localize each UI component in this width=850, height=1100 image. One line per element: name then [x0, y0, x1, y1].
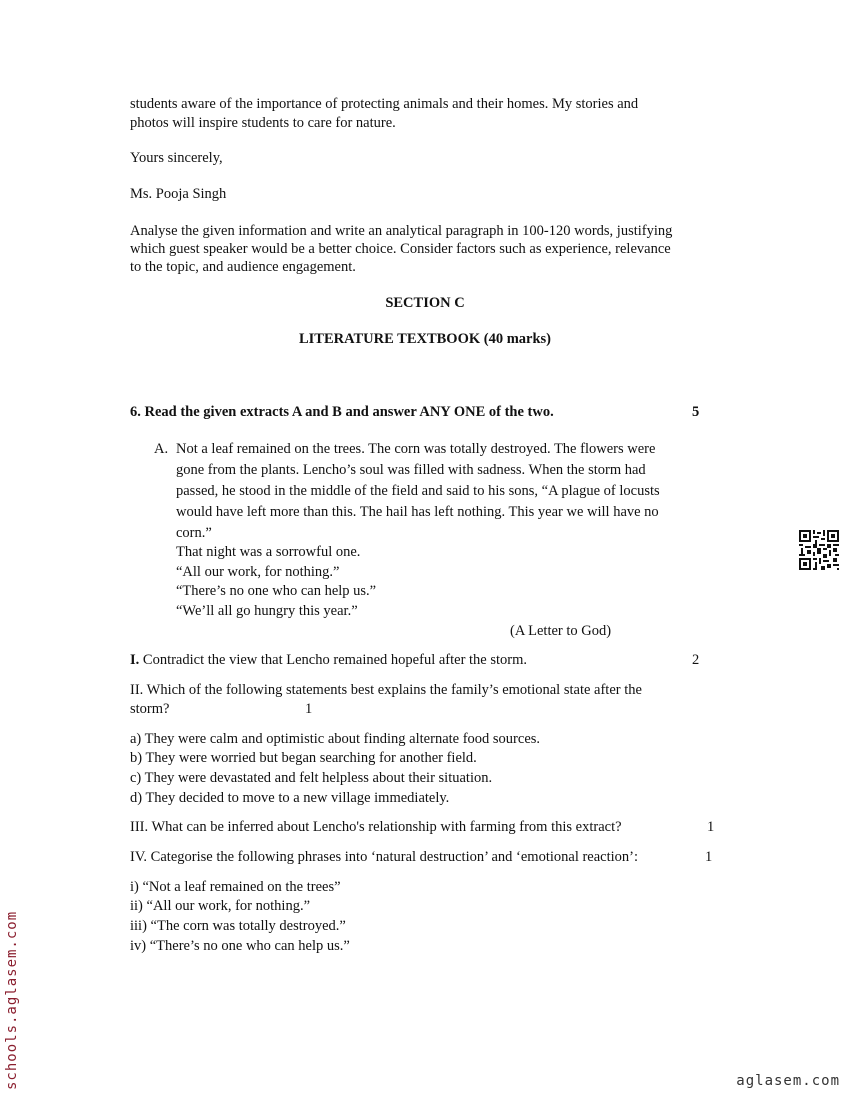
phrase-item: ii) “All our work, for nothing.” [130, 898, 311, 914]
section-subtitle: LITERATURE TEXTBOOK (40 marks) [298, 331, 552, 347]
extract-line: corn.” [176, 525, 212, 541]
intro-line-1: students aware of the importance of protecting animals and their homes. My stories and [130, 96, 639, 112]
extract-line: “There’s no one who can help us.” [176, 583, 377, 599]
question-6-marks: 5 [692, 404, 700, 420]
intro-line-2: photos will inspire students to care for nature. [130, 115, 396, 131]
extract-line: “All our work, for nothing.” [176, 564, 340, 580]
qr-code-icon [799, 530, 839, 570]
phrase-item: i) “Not a leaf remained on the trees” [130, 879, 341, 895]
subquestion-3-marks: 1 [707, 819, 715, 835]
subquestion-4: IV. Categorise the following phrases into ‘natural destruction’ and ‘emotional reaction’: [130, 849, 639, 865]
subquestion-3: III. What can be inferred about Lencho's relationship with farming from this extract? [130, 819, 622, 835]
side-watermark: schools.aglasem.com [4, 910, 20, 1090]
option-item: c) They were devastated and felt helpless about their situation. [130, 770, 493, 786]
phrase-item: iv) “There’s no one who can help us.” [130, 938, 350, 954]
extract-line: passed, he stood in the middle of the field and said to his sons, “A plague of locusts [176, 483, 660, 499]
subquestion-1 [130, 651, 527, 670]
extract-label: A. [154, 441, 169, 457]
option-item: d) They decided to move to a new village immediately. [130, 790, 450, 806]
option-item: b) They were worried but began searching for another field. [130, 750, 477, 766]
subquestion-2-line-2: storm? [130, 701, 170, 717]
bottom-watermark: aglasem.com [736, 1073, 840, 1089]
subquestion-1-text: Contradict the view that Lencho remained hopeful after the storm. [139, 652, 528, 668]
signature: Ms. Pooja Singh [130, 186, 227, 202]
task-line-2: which guest speaker would be a better choice. Consider factors such as experience, relevance [130, 241, 671, 257]
task-line-1: Analyse the given information and write an analytical paragraph in 100-120 words, justifying [130, 223, 673, 239]
subquestion-1-marks: 2 [692, 652, 700, 668]
question-6-heading: 6. Read the given extracts A and B and answer ANY ONE of the two. [130, 404, 554, 420]
extract-line: gone from the plants. Lencho’s soul was filled with sadness. When the storm had [176, 462, 646, 478]
closing-text: Yours sincerely, [130, 150, 223, 166]
subquestion-2-line-1: II. Which of the following statements best explains the family’s emotional state after the [130, 682, 642, 698]
task-line-3: to the topic, and audience engagement. [130, 259, 356, 275]
section-title: SECTION C [385, 295, 465, 311]
option-item: a) They were calm and optimistic about finding alternate food sources. [130, 731, 541, 747]
subquestion-1-number: I. [130, 652, 140, 668]
subquestion-4-marks: 1 [705, 849, 713, 865]
extract-line: Not a leaf remained on the trees. The corn was totally destroyed. The flowers were [176, 441, 656, 457]
extract-line: That night was a sorrowful one. [176, 544, 361, 560]
subquestion-2-marks: 1 [305, 701, 313, 717]
extract-source: (A Letter to God) [510, 623, 612, 639]
phrase-item: iii) “The corn was totally destroyed.” [130, 918, 346, 934]
extract-line: would have left more than this. The hail has left nothing. This year we will have no [176, 504, 659, 520]
extract-line: “We’ll all go hungry this year.” [176, 603, 358, 619]
